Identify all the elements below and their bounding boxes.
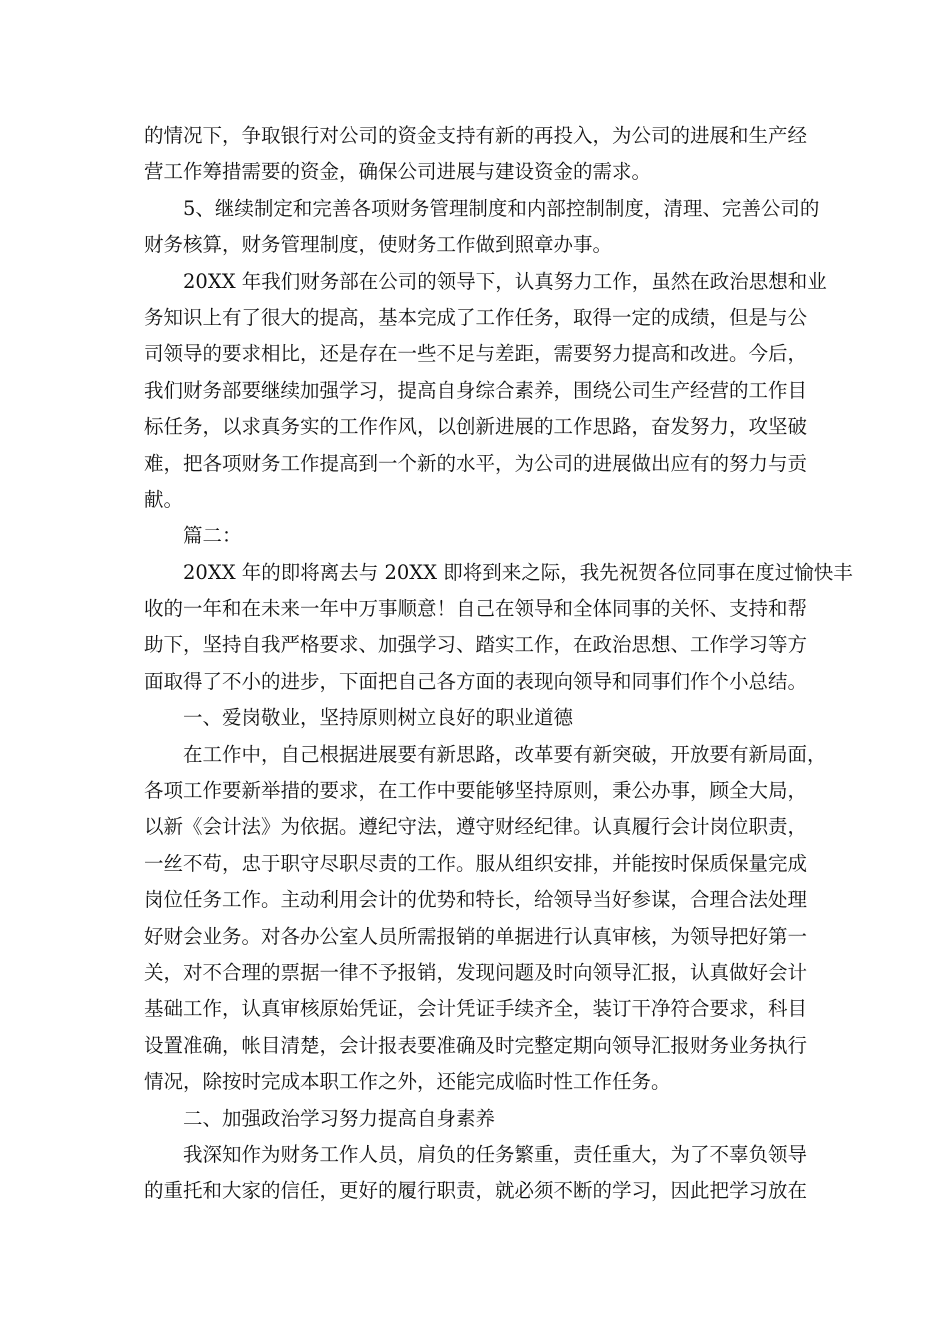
text-line: 的重托和大家的信任，更好的履行职责，就必须不断的学习，因此把学习放在 (144, 1179, 808, 1203)
text-line: 营工作筹措需要的资金，确保公司进展与建设资金的需求。 (144, 160, 652, 184)
subsection-heading: 一、爱岗敬业，坚持原则树立良好的职业道德 (183, 706, 574, 730)
text-line: 我深知作为财务工作人员，肩负的任务繁重，责任重大，为了不辜负领导 (183, 1142, 808, 1166)
text-line: 财务核算，财务管理制度，使财务工作做到照章办事。 (144, 233, 613, 257)
text-line: 面取得了不小的进步，下面把自己各方面的表现向领导和同事们作个小总结。 (144, 669, 808, 693)
text-line: 以新《会计法》为依据。遵纪守法，遵守财经纪律。认真履行会计岗位职责， (144, 815, 808, 839)
text-line: 务知识上有了很大的提高，基本完成了工作任务，取得一定的成绩，但是与公 (144, 305, 808, 329)
text-line: 好财会业务。对各办公室人员所需报销的单据进行认真审核，为领导把好第一 (144, 924, 808, 948)
text-line: 司领导的要求相比，还是存在一些不足与差距，需要努力提高和改进。今后， (144, 342, 808, 366)
text-line: 献。 (144, 487, 184, 511)
text-line: 一丝不苟，忠于职守尽职尽责的工作。服从组织安排，并能按时保质保量完成 (144, 851, 808, 875)
section-heading: 篇二： (183, 524, 242, 548)
text-line: 20XX 年的即将离去与 20XX 即将到来之际，我先祝贺各位同事在度过愉快丰 (183, 560, 853, 584)
text-line: 我们财务部要继续加强学习，提高自身综合素养，围绕公司生产经营的工作目 (144, 378, 808, 402)
text-line: 岗位任务工作。主动利用会计的优势和特长，给领导当好参谋，合理合法处理 (144, 888, 808, 912)
text-line: 5、继续制定和完善各项财务管理制度和内部控制制度，清理、完善公司的 (183, 196, 820, 220)
text-line: 收的一年和在未来一年中万事顺意！自己在领导和全体同事的关怀、支持和帮 (144, 597, 808, 621)
text-line: 各项工作要新举措的要求，在工作中要能够坚持原则，秉公办事，顾全大局， (144, 779, 808, 803)
subsection-heading: 二、加强政治学习努力提高自身素养 (183, 1106, 496, 1130)
text-line: 难，把各项财务工作提高到一个新的水平，为公司的进展做出应有的努力与贡 (144, 451, 808, 475)
document-body (144, 118, 853, 1210)
text-line: 关，对不合理的票据一律不予报销，发现问题及时向领导汇报，认真做好会计 (144, 960, 808, 984)
text-line: 的情况下，争取银行对公司的资金支持有新的再投入，为公司的进展和生产经 (144, 124, 808, 147)
text-line: 助下，坚持自我严格要求、加强学习、踏实工作，在政治思想、工作学习等方 (144, 633, 808, 657)
text-line: 基础工作，认真审核原始凭证，会计凭证手续齐全，装订干净符合要求，科目 (144, 997, 808, 1021)
text-line: 20XX 年我们财务部在公司的领导下，认真努力工作，虽然在政治思想和业 (183, 269, 827, 293)
text-line: 设置准确，帐目清楚，会计报表要准确及时完整定期向领导汇报财务业务执行 (144, 1033, 808, 1057)
text-line: 标任务，以求真务实的工作作风，以创新进展的工作思路，奋发努力，攻坚破 (144, 415, 808, 439)
text-line: 情况，除按时完成本职工作之外，还能完成临时性工作任务。 (144, 1070, 671, 1094)
text-line: 在工作中，自己根据进展要有新思路，改革要有新突破，开放要有新局面， (183, 742, 827, 766)
